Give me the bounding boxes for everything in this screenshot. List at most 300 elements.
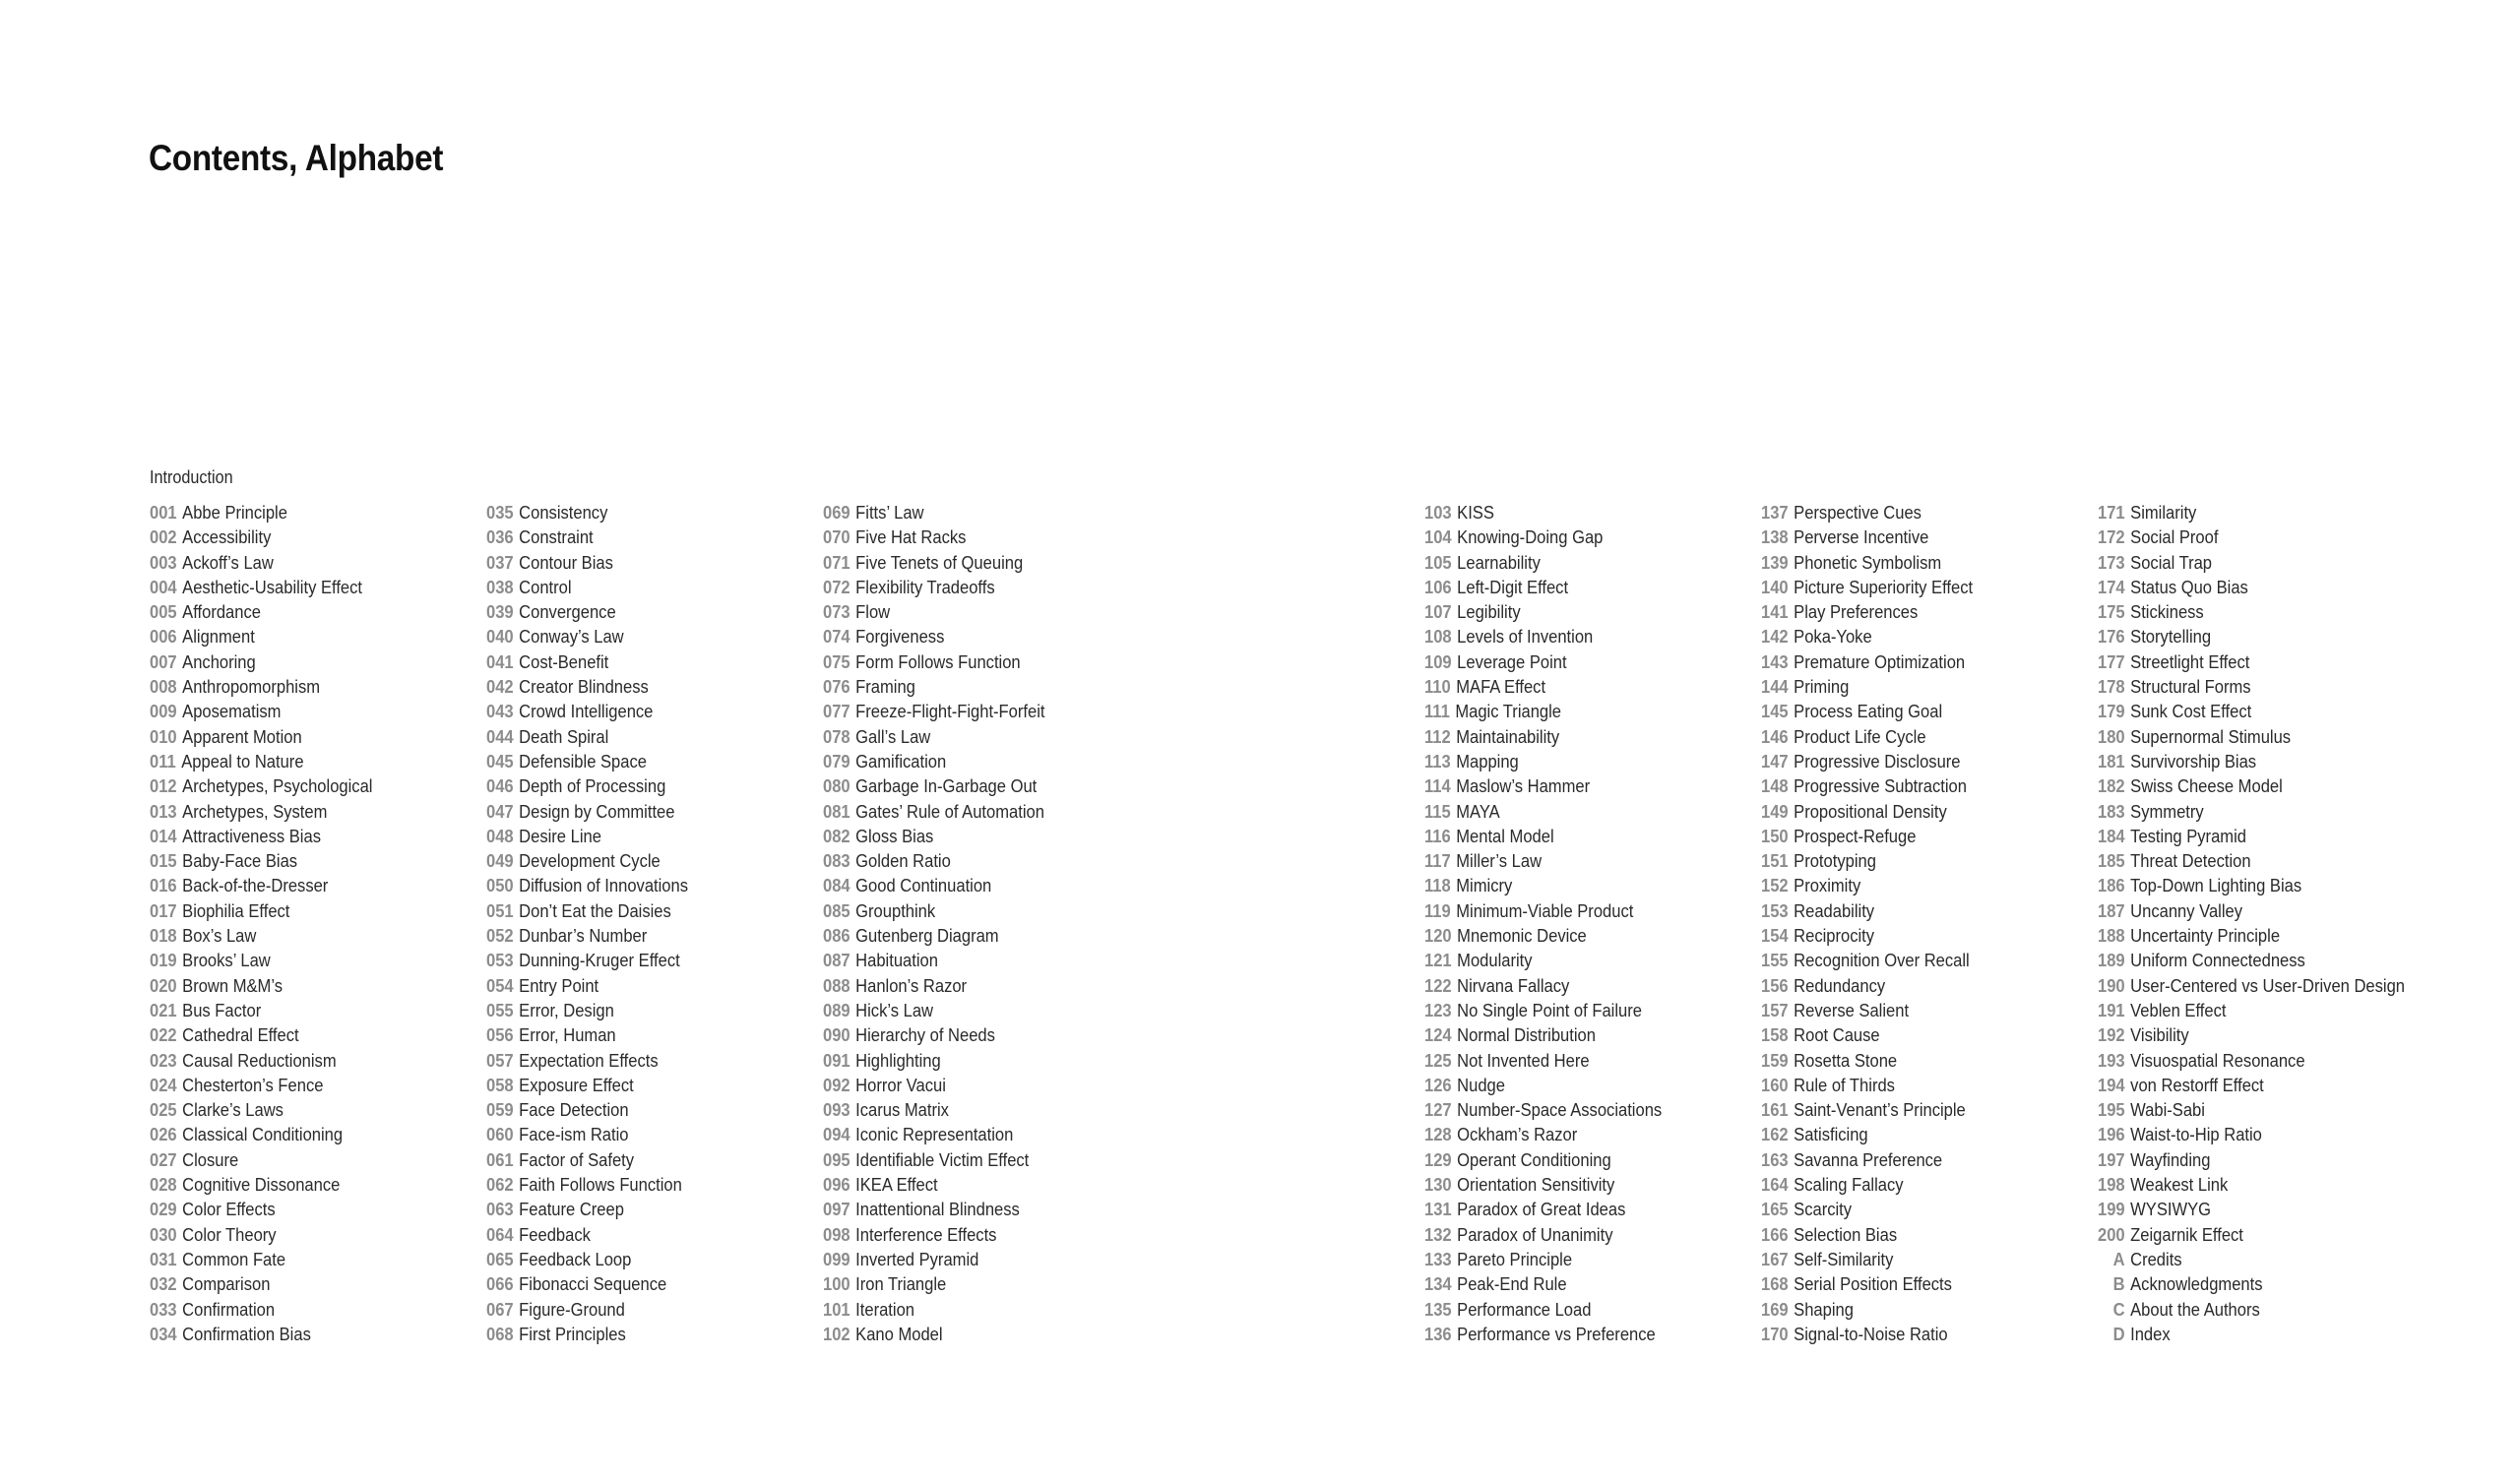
contents-entry[interactable] bbox=[2098, 1272, 2405, 1297]
contents-entry[interactable] bbox=[150, 551, 372, 576]
contents-entry[interactable] bbox=[823, 750, 1045, 774]
contents-entry[interactable] bbox=[150, 675, 372, 700]
contents-entry[interactable] bbox=[823, 551, 1045, 576]
contents-entry[interactable] bbox=[486, 1272, 688, 1297]
contents-entry[interactable] bbox=[2098, 700, 2405, 724]
entry-title: von Restorff Effect bbox=[2130, 1075, 2264, 1095]
contents-entry[interactable] bbox=[2098, 999, 2405, 1023]
contents-entry[interactable] bbox=[1761, 974, 1973, 999]
entry-title: Hick’s Law bbox=[855, 1000, 934, 1020]
contents-entry[interactable] bbox=[150, 1173, 372, 1198]
contents-entry[interactable] bbox=[2098, 675, 2405, 700]
entry-number: 003 bbox=[150, 552, 177, 573]
entry-title: Testing Pyramid bbox=[2130, 826, 2246, 846]
contents-entry[interactable] bbox=[1761, 525, 1973, 550]
entry-number: 109 bbox=[1424, 651, 1452, 672]
entry-number: 007 bbox=[150, 651, 177, 672]
contents-entry[interactable] bbox=[823, 1049, 1045, 1074]
entry-title: Baby-Face Bias bbox=[182, 851, 298, 872]
contents-entry[interactable] bbox=[2098, 949, 2405, 973]
contents-entry[interactable] bbox=[486, 1173, 688, 1198]
entry-number: 112 bbox=[1424, 726, 1451, 747]
entry-title: WYSIWYG bbox=[2130, 1200, 2212, 1220]
contents-entry[interactable] bbox=[1761, 1223, 1973, 1248]
entry-title: Uncanny Valley bbox=[2130, 900, 2242, 921]
contents-entry[interactable] bbox=[2098, 1148, 2405, 1173]
contents-entry[interactable] bbox=[1424, 1123, 1662, 1147]
contents-entry[interactable] bbox=[150, 750, 372, 774]
contents-entry[interactable] bbox=[150, 999, 372, 1023]
entry-title: Waist-to-Hip Ratio bbox=[2130, 1125, 2262, 1145]
entry-title: Mental Model bbox=[1456, 826, 1554, 846]
entry-number: 078 bbox=[823, 726, 850, 747]
entry-title: Clarke’s Laws bbox=[182, 1100, 284, 1121]
contents-entry[interactable] bbox=[2098, 551, 2405, 576]
contents-column-2 bbox=[486, 501, 706, 1347]
contents-entry[interactable] bbox=[1761, 625, 1973, 649]
contents-entry[interactable] bbox=[1761, 1148, 1973, 1173]
contents-entry[interactable] bbox=[486, 501, 688, 525]
contents-entry[interactable] bbox=[823, 899, 1045, 924]
entry-number: 120 bbox=[1424, 926, 1452, 947]
contents-entry[interactable] bbox=[1424, 525, 1662, 550]
entry-title: Conway’s Law bbox=[519, 627, 624, 648]
contents-entry[interactable] bbox=[486, 874, 688, 898]
contents-entry[interactable] bbox=[486, 675, 688, 700]
entry-number: 034 bbox=[150, 1324, 177, 1344]
entry-title: Freeze-Flight-Fight-Forfeit bbox=[855, 702, 1045, 722]
contents-entry[interactable] bbox=[150, 700, 372, 724]
contents-entry[interactable] bbox=[1761, 849, 1973, 874]
contents-entry[interactable] bbox=[2098, 1049, 2405, 1074]
contents-entry[interactable] bbox=[823, 625, 1045, 649]
entry-number: 093 bbox=[823, 1100, 850, 1121]
contents-entry[interactable] bbox=[486, 1248, 688, 1272]
contents-entry[interactable] bbox=[1424, 625, 1662, 649]
contents-entry[interactable] bbox=[2098, 924, 2405, 949]
contents-entry[interactable] bbox=[150, 1198, 372, 1222]
entry-title: Anchoring bbox=[182, 651, 256, 672]
contents-entry[interactable] bbox=[150, 874, 372, 898]
contents-entry[interactable] bbox=[2098, 1323, 2405, 1347]
contents-entry[interactable] bbox=[2098, 600, 2405, 625]
contents-entry[interactable] bbox=[823, 924, 1045, 949]
contents-entry[interactable] bbox=[823, 999, 1045, 1023]
contents-entry[interactable] bbox=[150, 1098, 372, 1123]
contents-entry[interactable] bbox=[1424, 1148, 1662, 1173]
contents-entry[interactable] bbox=[486, 774, 688, 799]
contents-entry[interactable] bbox=[486, 750, 688, 774]
entry-title: Feedback Loop bbox=[519, 1249, 632, 1269]
contents-entry[interactable] bbox=[486, 999, 688, 1023]
contents-entry[interactable] bbox=[1761, 1098, 1973, 1123]
contents-entry[interactable] bbox=[1424, 501, 1662, 525]
contents-entry[interactable] bbox=[150, 1248, 372, 1272]
entry-number: 119 bbox=[1424, 900, 1451, 921]
contents-entry[interactable] bbox=[2098, 1298, 2405, 1323]
entry-number: 161 bbox=[1761, 1100, 1789, 1121]
contents-entry[interactable] bbox=[486, 800, 688, 825]
contents-entry[interactable] bbox=[150, 1148, 372, 1173]
contents-entry[interactable] bbox=[1424, 1272, 1662, 1297]
contents-entry[interactable] bbox=[1761, 700, 1973, 724]
contents-entry[interactable] bbox=[823, 1148, 1045, 1173]
contents-entry[interactable] bbox=[1761, 774, 1973, 799]
entry-number: 085 bbox=[823, 900, 850, 921]
contents-entry[interactable] bbox=[150, 1323, 372, 1347]
entry-title: Visibility bbox=[2130, 1025, 2189, 1046]
entry-title: Box’s Law bbox=[182, 926, 257, 947]
entry-number: 118 bbox=[1424, 876, 1451, 896]
introduction-entry[interactable]: Introduction bbox=[150, 467, 233, 487]
contents-entry[interactable] bbox=[2098, 849, 2405, 874]
contents-entry[interactable] bbox=[2098, 1123, 2405, 1147]
contents-entry[interactable] bbox=[486, 625, 688, 649]
contents-entry[interactable] bbox=[2098, 1198, 2405, 1222]
entry-number: 149 bbox=[1761, 801, 1789, 822]
contents-entry[interactable] bbox=[823, 774, 1045, 799]
contents-entry[interactable] bbox=[1424, 675, 1662, 700]
entry-number: 041 bbox=[486, 651, 514, 672]
contents-entry[interactable] bbox=[1424, 974, 1662, 999]
entry-number: 179 bbox=[2098, 702, 2125, 722]
contents-entry[interactable] bbox=[150, 725, 372, 750]
entry-number: 032 bbox=[150, 1274, 177, 1295]
entry-number: 054 bbox=[486, 975, 514, 996]
contents-entry[interactable] bbox=[1424, 551, 1662, 576]
contents-entry[interactable] bbox=[1424, 1173, 1662, 1198]
entry-title: Performance Load bbox=[1457, 1299, 1592, 1320]
entry-title: Cognitive Dissonance bbox=[182, 1175, 341, 1196]
contents-entry[interactable] bbox=[1424, 999, 1662, 1023]
contents-entry[interactable] bbox=[1424, 1223, 1662, 1248]
entry-number: 141 bbox=[1761, 602, 1789, 623]
contents-entry[interactable] bbox=[1761, 949, 1973, 973]
contents-entry[interactable] bbox=[486, 551, 688, 576]
contents-entry[interactable] bbox=[823, 874, 1045, 898]
entry-number: 168 bbox=[1761, 1274, 1789, 1295]
contents-entry[interactable] bbox=[1761, 725, 1973, 750]
contents-entry[interactable] bbox=[1761, 825, 1973, 849]
contents-entry[interactable] bbox=[1424, 1049, 1662, 1074]
contents-entry[interactable] bbox=[823, 1248, 1045, 1272]
contents-entry[interactable] bbox=[1761, 750, 1973, 774]
entry-title: Self-Similarity bbox=[1794, 1249, 1894, 1269]
contents-entry[interactable] bbox=[486, 1098, 688, 1123]
entry-title: Performance vs Preference bbox=[1457, 1324, 1656, 1344]
contents-entry[interactable] bbox=[1424, 576, 1662, 600]
entry-number: 190 bbox=[2098, 975, 2125, 996]
entry-number: 174 bbox=[2098, 577, 2125, 597]
contents-entry[interactable] bbox=[486, 700, 688, 724]
contents-entry[interactable] bbox=[486, 1223, 688, 1248]
contents-entry[interactable] bbox=[1424, 874, 1662, 898]
entry-number: 080 bbox=[823, 776, 850, 797]
contents-entry[interactable] bbox=[150, 1074, 372, 1098]
entry-title: Perverse Incentive bbox=[1794, 527, 1929, 548]
entry-number: 097 bbox=[823, 1200, 850, 1220]
contents-entry[interactable] bbox=[823, 725, 1045, 750]
contents-entry[interactable] bbox=[1761, 800, 1973, 825]
contents-entry[interactable] bbox=[150, 825, 372, 849]
entry-title: Archetypes, System bbox=[182, 801, 328, 822]
contents-entry[interactable] bbox=[1761, 1049, 1973, 1074]
entry-number: 146 bbox=[1761, 726, 1789, 747]
contents-entry[interactable] bbox=[823, 1173, 1045, 1198]
entry-title: Consistency bbox=[519, 503, 608, 523]
contents-entry[interactable] bbox=[486, 825, 688, 849]
entry-number: 075 bbox=[823, 651, 850, 672]
contents-entry[interactable] bbox=[823, 525, 1045, 550]
contents-entry[interactable] bbox=[2098, 576, 2405, 600]
contents-entry[interactable] bbox=[1761, 924, 1973, 949]
contents-entry[interactable] bbox=[2098, 899, 2405, 924]
contents-entry[interactable] bbox=[1761, 1173, 1973, 1198]
entry-number: 132 bbox=[1424, 1224, 1452, 1245]
contents-entry[interactable] bbox=[486, 525, 688, 550]
contents-entry[interactable] bbox=[486, 650, 688, 675]
contents-entry[interactable] bbox=[1761, 600, 1973, 625]
contents-entry[interactable] bbox=[1424, 700, 1662, 724]
contents-entry[interactable] bbox=[823, 1298, 1045, 1323]
entry-number: 173 bbox=[2098, 552, 2125, 573]
entry-number: 164 bbox=[1761, 1175, 1789, 1196]
entry-title: Anthropomorphism bbox=[182, 677, 321, 698]
entry-title: Nirvana Fallacy bbox=[1457, 975, 1570, 996]
contents-entry[interactable] bbox=[1424, 849, 1662, 874]
entry-title: Confirmation bbox=[182, 1299, 276, 1320]
contents-entry[interactable] bbox=[1761, 1074, 1973, 1098]
contents-entry[interactable] bbox=[823, 1098, 1045, 1123]
contents-entry[interactable] bbox=[150, 1123, 372, 1147]
entry-title: Kano Model bbox=[855, 1324, 943, 1344]
contents-entry[interactable] bbox=[823, 576, 1045, 600]
contents-entry[interactable] bbox=[2098, 1223, 2405, 1248]
contents-entry[interactable] bbox=[1761, 1123, 1973, 1147]
entry-title: Priming bbox=[1794, 677, 1850, 698]
contents-entry[interactable] bbox=[2098, 625, 2405, 649]
contents-entry[interactable] bbox=[150, 525, 372, 550]
entry-number: 009 bbox=[150, 702, 177, 722]
contents-entry[interactable] bbox=[823, 501, 1045, 525]
entry-title: Interference Effects bbox=[855, 1224, 997, 1245]
entry-number: 158 bbox=[1761, 1025, 1789, 1046]
contents-entry[interactable] bbox=[1424, 725, 1662, 750]
contents-entry[interactable] bbox=[823, 974, 1045, 999]
entry-number: 171 bbox=[2098, 503, 2125, 523]
contents-entry[interactable] bbox=[2098, 800, 2405, 825]
contents-entry[interactable] bbox=[486, 1148, 688, 1173]
contents-entry[interactable] bbox=[150, 1223, 372, 1248]
contents-entry[interactable] bbox=[823, 1023, 1045, 1048]
entry-title: Rosetta Stone bbox=[1794, 1050, 1898, 1071]
contents-entry[interactable] bbox=[150, 924, 372, 949]
contents-entry[interactable] bbox=[150, 849, 372, 874]
contents-entry[interactable] bbox=[823, 1123, 1045, 1147]
contents-entry[interactable] bbox=[150, 800, 372, 825]
contents-column-4 bbox=[1424, 501, 1682, 1347]
contents-entry[interactable] bbox=[2098, 525, 2405, 550]
contents-entry[interactable] bbox=[1424, 949, 1662, 973]
contents-entry[interactable] bbox=[150, 774, 372, 799]
contents-entry[interactable] bbox=[1424, 1023, 1662, 1048]
entry-number: 018 bbox=[150, 926, 177, 947]
contents-entry[interactable] bbox=[823, 600, 1045, 625]
contents-entry[interactable] bbox=[486, 849, 688, 874]
entry-title: Form Follows Function bbox=[855, 651, 1021, 672]
contents-entry[interactable] bbox=[2098, 774, 2405, 799]
contents-entry[interactable] bbox=[486, 899, 688, 924]
contents-entry[interactable] bbox=[2098, 1248, 2405, 1272]
contents-entry[interactable] bbox=[823, 1074, 1045, 1098]
contents-entry[interactable] bbox=[823, 1323, 1045, 1347]
entry-number: 042 bbox=[486, 677, 514, 698]
contents-entry[interactable] bbox=[1424, 1298, 1662, 1323]
contents-entry[interactable] bbox=[486, 600, 688, 625]
contents-entry[interactable] bbox=[486, 1023, 688, 1048]
contents-entry[interactable] bbox=[486, 949, 688, 973]
contents-entry[interactable] bbox=[1761, 999, 1973, 1023]
contents-entry[interactable] bbox=[823, 800, 1045, 825]
entry-number: 177 bbox=[2098, 651, 2125, 672]
contents-entry[interactable] bbox=[1424, 600, 1662, 625]
contents-entry[interactable] bbox=[823, 700, 1045, 724]
contents-entry[interactable] bbox=[2098, 1074, 2405, 1098]
contents-entry[interactable] bbox=[150, 1272, 372, 1297]
contents-entry[interactable] bbox=[1761, 650, 1973, 675]
contents-entry[interactable] bbox=[2098, 825, 2405, 849]
entry-title: MAYA bbox=[1456, 801, 1500, 822]
contents-entry[interactable] bbox=[486, 1198, 688, 1222]
contents-entry[interactable] bbox=[1761, 899, 1973, 924]
contents-entry[interactable] bbox=[1424, 825, 1662, 849]
entry-number: 059 bbox=[486, 1100, 514, 1121]
contents-entry[interactable] bbox=[2098, 1023, 2405, 1048]
entry-title: Common Fate bbox=[182, 1249, 286, 1269]
contents-entry[interactable] bbox=[486, 1074, 688, 1098]
contents-entry[interactable] bbox=[150, 576, 372, 600]
entry-number: 140 bbox=[1761, 577, 1789, 597]
entry-title: Reciprocity bbox=[1794, 926, 1875, 947]
contents-entry[interactable] bbox=[2098, 750, 2405, 774]
contents-entry[interactable] bbox=[2098, 725, 2405, 750]
contents-entry[interactable] bbox=[1761, 501, 1973, 525]
contents-entry[interactable] bbox=[486, 576, 688, 600]
entry-title: Affordance bbox=[182, 602, 261, 623]
contents-entry[interactable] bbox=[1761, 551, 1973, 576]
entry-number: 145 bbox=[1761, 702, 1789, 722]
contents-entry[interactable] bbox=[823, 949, 1045, 973]
entry-number: 199 bbox=[2098, 1200, 2125, 1220]
contents-entry[interactable] bbox=[486, 1123, 688, 1147]
entry-number: 096 bbox=[823, 1175, 850, 1196]
contents-entry[interactable] bbox=[1761, 1198, 1973, 1222]
contents-entry[interactable] bbox=[150, 1023, 372, 1048]
contents-entry[interactable] bbox=[2098, 974, 2405, 999]
contents-entry[interactable] bbox=[2098, 874, 2405, 898]
contents-entry[interactable] bbox=[1424, 1198, 1662, 1222]
contents-entry[interactable] bbox=[486, 924, 688, 949]
entry-title: Hanlon’s Razor bbox=[855, 975, 968, 996]
entry-title: Nudge bbox=[1457, 1075, 1505, 1095]
entry-title: Expectation Effects bbox=[519, 1050, 659, 1071]
entry-number: 198 bbox=[2098, 1175, 2125, 1196]
contents-entry[interactable] bbox=[150, 1298, 372, 1323]
contents-entry[interactable] bbox=[823, 1223, 1045, 1248]
contents-entry[interactable] bbox=[150, 1049, 372, 1074]
contents-entry[interactable] bbox=[1761, 1323, 1973, 1347]
contents-entry[interactable] bbox=[1761, 1248, 1973, 1272]
entry-number: 150 bbox=[1761, 826, 1789, 846]
contents-entry[interactable] bbox=[486, 1298, 688, 1323]
entry-number: 195 bbox=[2098, 1100, 2125, 1121]
contents-entry[interactable] bbox=[1424, 800, 1662, 825]
contents-entry[interactable] bbox=[823, 1198, 1045, 1222]
contents-entry[interactable] bbox=[1424, 924, 1662, 949]
contents-entry[interactable] bbox=[1424, 1323, 1662, 1347]
entry-number: 131 bbox=[1424, 1200, 1452, 1220]
entry-number: 102 bbox=[823, 1324, 850, 1344]
contents-entry[interactable] bbox=[150, 501, 372, 525]
contents-entry[interactable] bbox=[1424, 774, 1662, 799]
contents-entry[interactable] bbox=[1761, 675, 1973, 700]
contents-entry[interactable] bbox=[150, 974, 372, 999]
contents-entry[interactable] bbox=[150, 600, 372, 625]
entry-number: 134 bbox=[1424, 1274, 1452, 1295]
contents-entry[interactable] bbox=[150, 625, 372, 649]
contents-entry[interactable] bbox=[2098, 501, 2405, 525]
contents-entry[interactable] bbox=[1424, 750, 1662, 774]
contents-entry[interactable] bbox=[150, 899, 372, 924]
contents-entry[interactable] bbox=[1761, 576, 1973, 600]
contents-entry[interactable] bbox=[823, 825, 1045, 849]
entry-title: Convergence bbox=[519, 602, 616, 623]
contents-entry[interactable] bbox=[1424, 1248, 1662, 1272]
contents-entry[interactable] bbox=[1761, 874, 1973, 898]
contents-entry[interactable] bbox=[1424, 1098, 1662, 1123]
contents-entry[interactable] bbox=[1761, 1298, 1973, 1323]
contents-entry[interactable] bbox=[823, 675, 1045, 700]
entry-number: B bbox=[2112, 1274, 2125, 1295]
entry-number: 025 bbox=[150, 1100, 177, 1121]
contents-entry[interactable] bbox=[1424, 1074, 1662, 1098]
contents-entry[interactable] bbox=[1424, 899, 1662, 924]
contents-entry[interactable] bbox=[486, 1049, 688, 1074]
entry-number: 026 bbox=[150, 1125, 177, 1145]
contents-entry[interactable] bbox=[486, 974, 688, 999]
contents-entry[interactable] bbox=[823, 1272, 1045, 1297]
contents-entry[interactable] bbox=[2098, 650, 2405, 675]
entry-title: Not Invented Here bbox=[1457, 1050, 1590, 1071]
contents-entry[interactable] bbox=[150, 949, 372, 973]
contents-entry[interactable] bbox=[823, 650, 1045, 675]
contents-entry[interactable] bbox=[150, 650, 372, 675]
entry-number: 047 bbox=[486, 801, 514, 822]
contents-entry[interactable] bbox=[486, 1323, 688, 1347]
contents-entry[interactable] bbox=[823, 849, 1045, 874]
contents-entry[interactable] bbox=[1424, 650, 1662, 675]
entry-title: Streetlight Effect bbox=[2130, 651, 2250, 672]
entry-title: Inattentional Blindness bbox=[855, 1200, 1020, 1220]
contents-entry[interactable] bbox=[1761, 1023, 1973, 1048]
contents-entry[interactable] bbox=[1761, 1272, 1973, 1297]
contents-entry[interactable] bbox=[2098, 1173, 2405, 1198]
entry-title: Death Spiral bbox=[519, 726, 609, 747]
entry-title: Uniform Connectedness bbox=[2130, 951, 2305, 971]
contents-entry[interactable] bbox=[486, 725, 688, 750]
entry-number: 049 bbox=[486, 851, 514, 872]
contents-entry[interactable] bbox=[2098, 1098, 2405, 1123]
